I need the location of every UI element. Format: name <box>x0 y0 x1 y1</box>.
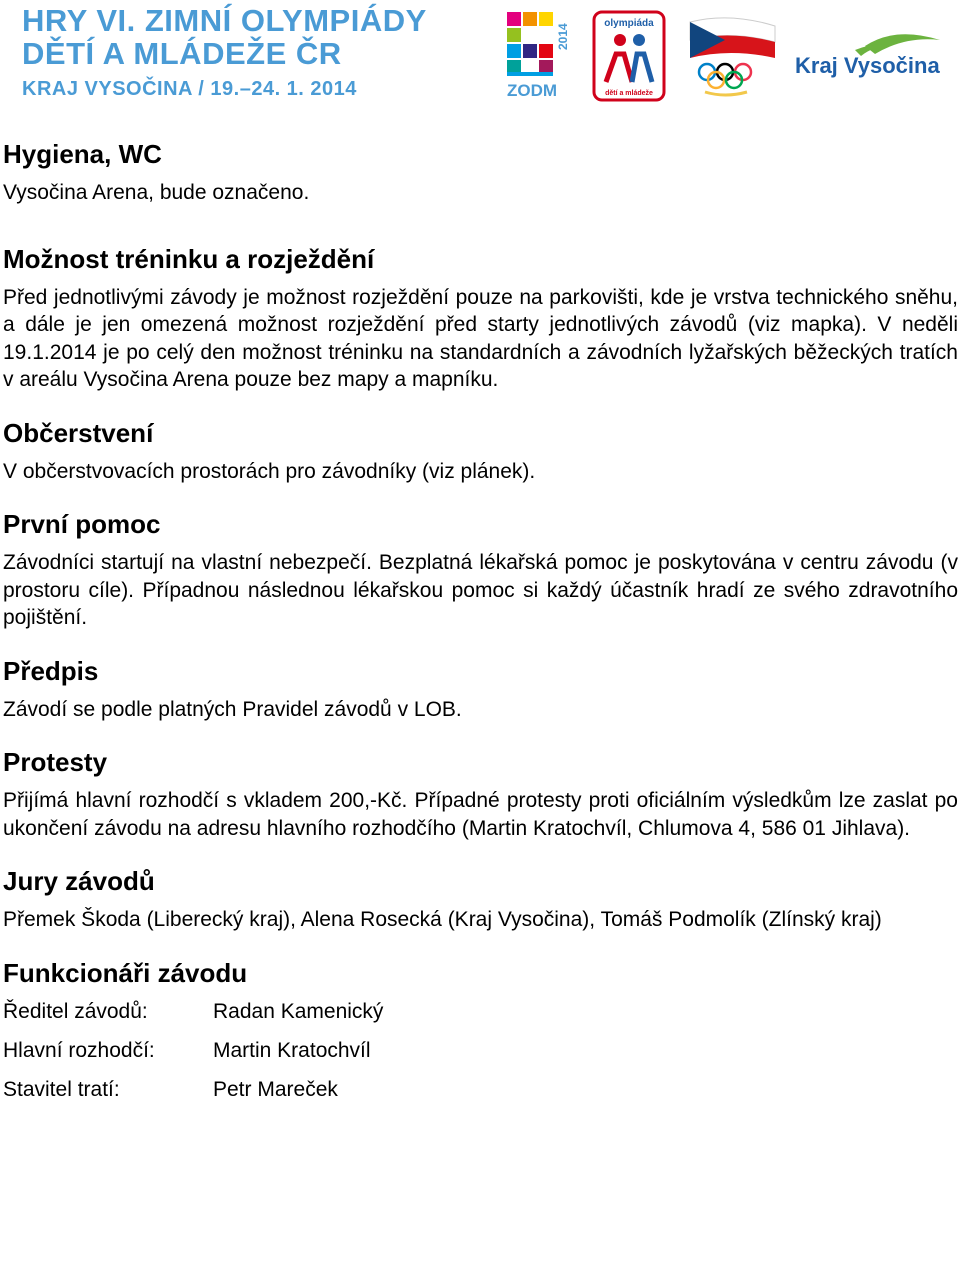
officials-row <box>3 998 958 1037</box>
official-name: Petr Mareček <box>213 1077 338 1101</box>
section-first-aid <box>3 508 958 632</box>
heading-protests: Protesty <box>3 747 108 777</box>
zodm-year: 2014 <box>556 23 570 50</box>
section-rules <box>3 655 958 724</box>
official-role: Stavitel tratí: <box>3 1077 120 1101</box>
kraj-label: Kraj Vysočina <box>795 53 940 78</box>
official-role: Hlavní rozhodčí: <box>3 1038 155 1062</box>
section-training <box>3 243 958 394</box>
heading-officials: Funkcionáři závodu <box>3 957 248 988</box>
officials-row <box>3 1076 958 1115</box>
heading-jury: Jury závodů <box>3 866 155 896</box>
text-protests: Přijímá hlavní rozhodčí s vkladem 200,-Kč. Případné protesty proti oficiálním výsledkům lze zaslat po ukončení závodu na adresu hlavního rozhodčího (Martin Kratochvíl, Chlumova 4, 586 01 Jihlava). <box>3 789 958 840</box>
section-protests <box>3 746 958 842</box>
heading-first-aid: První pomoc <box>3 509 161 539</box>
official-role: Ředitel závodů: <box>3 999 148 1023</box>
text-rules: Závodí se podle platných Pravidel závodů v LOB. <box>3 697 462 721</box>
section-hygiene <box>3 138 958 207</box>
kraj-vysocina-logo <box>795 28 945 83</box>
official-name: Martin Kratochvíl <box>213 1038 371 1062</box>
heading-refreshment: Občerstvení <box>3 417 154 448</box>
olympiada-logo <box>592 10 666 102</box>
banner-title-line1: HRY VI. ZIMNÍ OLYMPIÁDY <box>22 3 427 38</box>
zodm-logo <box>505 10 573 100</box>
banner-subtitle: KRAJ VYSOČINA / 19.–24. 1. 2014 <box>22 78 357 100</box>
banner-title-line2: DĚTÍ A MLÁDEŽE ČR <box>22 36 342 71</box>
text-jury: Přemek Škoda (Liberecký kraj), Alena Rosecká (Kraj Vysočina), Tomáš Podmolík (Zlínský kraj) <box>3 908 882 931</box>
text-refreshment: V občerstvovacích prostorách pro závodníky (viz plánek). <box>3 459 536 483</box>
official-name: Radan Kamenický <box>213 999 384 1023</box>
olympiada-label: olympiáda <box>604 18 654 29</box>
heading-training: Možnost tréninku a rozježdění <box>3 243 375 274</box>
officials-list <box>3 998 958 1115</box>
section-refreshment <box>3 417 958 486</box>
zodm-label: ZODM <box>507 81 558 100</box>
heading-rules: Předpis <box>3 655 99 686</box>
officials-row <box>3 1037 958 1076</box>
heading-hygiene: Hygiena, WC <box>3 139 162 169</box>
document-content <box>3 138 958 1138</box>
czech-olympic-logo <box>685 12 780 100</box>
header-banner <box>0 0 960 112</box>
text-hygiene: Vysočina Arena, bude označeno. <box>3 181 310 204</box>
banner-title <box>22 4 482 70</box>
text-first-aid: Závodníci startují na vlastní nebezpečí. Bezplatná lékařská pomoc je poskytována v centru závodu (v prostoru cíle). Případnou následnou lékařskou pomoc si každý účastník hradí ze svého zdravotního pojištění. <box>3 551 958 629</box>
text-training: Před jednotlivými závody je možnost rozježdění pouze na parkovišti, kde je vrstva technického sněhu, a dále je jen omezená možnost rozježdění před starty jednotlivých závodů (viz mapka). V neděli 19.1.2014 je po celý den možnost tréninku na standardních a závodních lyžařských běžeckých tratích v areálu Vysočina Arena pouze bez mapy a mapníku. <box>3 285 958 391</box>
section-officials <box>3 957 958 1115</box>
section-jury <box>3 865 958 934</box>
olympiada-sub: dětí a mládeže <box>605 90 653 97</box>
